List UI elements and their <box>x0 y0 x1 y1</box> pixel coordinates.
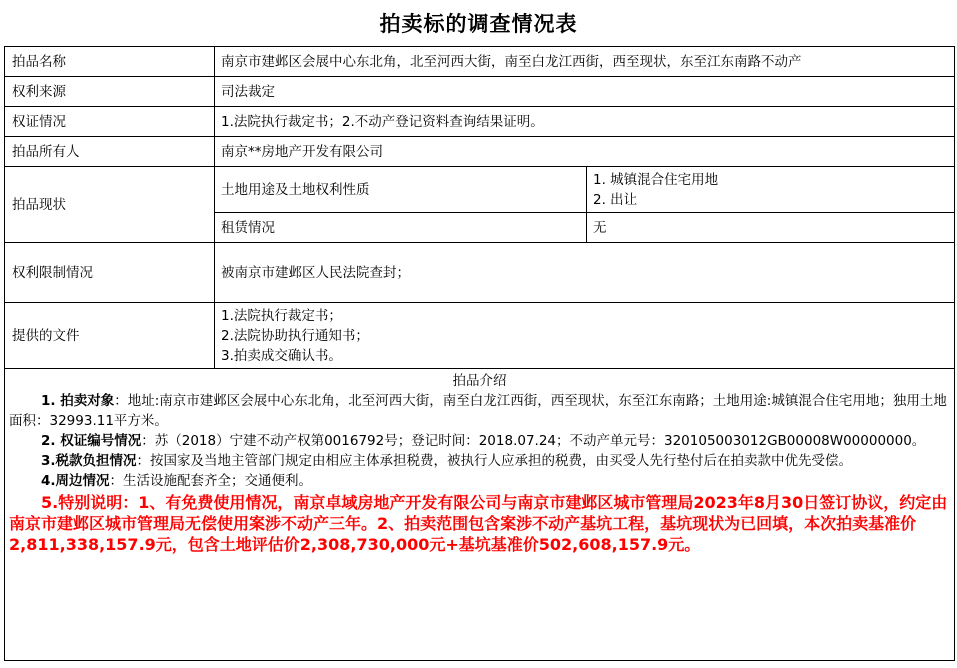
rights-source-value: 司法裁定 <box>215 77 955 107</box>
row-rights-source <box>5 77 955 107</box>
intro-cell <box>5 369 955 661</box>
lease-label: 租赁情况 <box>215 213 587 243</box>
document-item: 2.法院协助执行通知书； <box>221 327 369 344</box>
documents-list <box>215 303 955 369</box>
certificate-label: 权证情况 <box>5 107 215 137</box>
owner-label: 拍品所有人 <box>5 137 215 167</box>
row-documents <box>5 303 955 369</box>
intro-para-2-head: 2. 权证编号情况 <box>41 433 142 449</box>
row-status-land <box>5 167 955 213</box>
survey-table <box>4 46 955 661</box>
documents-label: 提供的文件 <box>5 303 215 369</box>
certificate-value: 1.法院执行裁定书；2.不动产登记资料查询结果证明。 <box>215 107 955 137</box>
item-name-label: 拍品名称 <box>5 47 215 77</box>
owner-value: 南京**房地产开发有限公司 <box>215 137 955 167</box>
intro-para-4-head: 4.周边情况 <box>41 473 110 489</box>
intro-para-4 <box>9 471 950 491</box>
rights-source-label: 权利来源 <box>5 77 215 107</box>
intro-para-3-body: ：按国家及当地主管部门规定由相应主体承担税费，被执行人应承担的税费，由买受人先行垫付后在拍卖款中优先受偿。 <box>136 453 853 469</box>
land-use-value <box>587 167 955 213</box>
intro-para-1 <box>9 391 950 431</box>
page-title: 拍卖标的调查情况表 <box>379 11 578 36</box>
intro-para-1-head: 1. 拍卖对象 <box>41 393 115 409</box>
intro-para-2 <box>9 431 950 451</box>
intro-title: 拍品介绍 <box>452 373 507 389</box>
document-item: 1.法院执行裁定书； <box>221 307 342 324</box>
lease-value: 无 <box>587 213 955 243</box>
intro-para-3-head: 3.税款负担情况 <box>41 453 137 469</box>
intro-para-2-body: ：苏（2018）宁建不动产权第0016792号；登记时间：2018.07.24；不动产单元号：320105003012GB00008W00000000。 <box>141 433 926 449</box>
land-use-label: 土地用途及土地权利性质 <box>215 167 587 213</box>
restriction-value: 被南京市建邺区人民法院查封； <box>215 243 955 303</box>
intro-para-3 <box>9 451 950 471</box>
intro-para-1-body: ：地址:南京市建邺区会展中心东北角，北至河西大街，南至白龙江西街，西至现状，东至江东南路；土地用途:城镇混合住宅用地；独用土地面积：32993.11平方米。 <box>9 393 947 429</box>
status-label: 拍品现状 <box>5 167 215 243</box>
special-note: 5.特别说明：1、有免费使用情况，南京卓域房地产开发有限公司与南京市建邺区城市管理局2023年8月30日签订协议，约定由南京市建邺区城市管理局无偿使用案涉不动产三年。2、拍卖范围包含案涉不动产基坑工程，基坑现状为已回填，本次拍卖基准价2,811,338,157.9元，包含土地评估价2,308,730,000元+基坑基准价502,608,157.9元。 <box>9 493 948 554</box>
restriction-label: 权利限制情况 <box>5 243 215 303</box>
document-item: 3.拍卖成交确认书。 <box>221 347 342 364</box>
intro-para-4-body: ：生活设施配套齐全；交通便利。 <box>109 473 313 489</box>
row-intro <box>5 369 955 661</box>
item-name-value: 南京市建邺区会展中心东北角，北至河西大街，南至白龙江西街，西至现状，东至江东南路不动产 <box>215 47 955 77</box>
land-use-line-2: 2. 出让 <box>593 191 638 208</box>
row-item-name <box>5 47 955 77</box>
row-restriction <box>5 243 955 303</box>
row-owner <box>5 137 955 167</box>
row-certificate <box>5 107 955 137</box>
land-use-line-1: 1. 城镇混合住宅用地 <box>593 171 719 188</box>
